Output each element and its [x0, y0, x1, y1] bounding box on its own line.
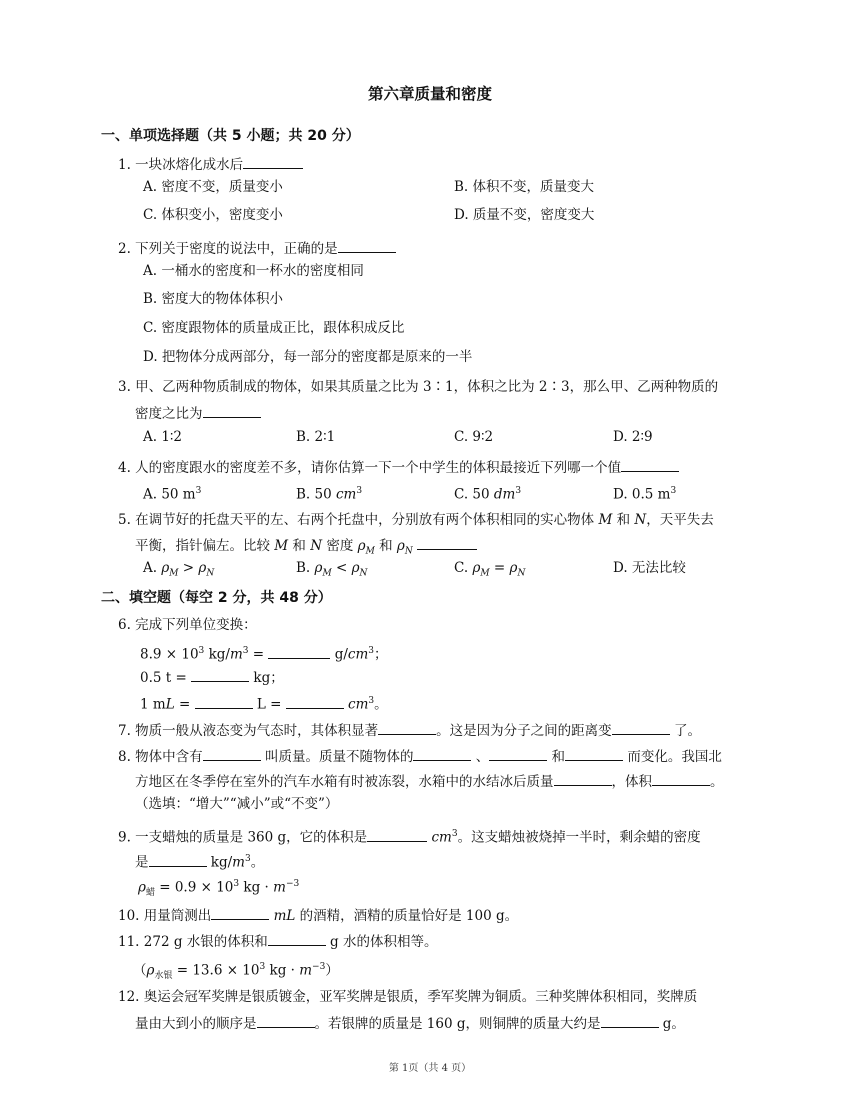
answer-blank[interactable] [191, 667, 249, 682]
question-3-cont: 密度之比为 [135, 403, 261, 423]
answer-blank[interactable] [612, 720, 670, 735]
question-2: 2. 下列关于密度的说法中，正确的是 [118, 238, 396, 258]
answer-blank[interactable] [268, 931, 326, 946]
answer-blank[interactable] [211, 905, 269, 920]
answer-blank[interactable] [268, 644, 330, 659]
question-5: 5. 在调节好的托盘天平的左、右两个托盘中，分别放有两个体积相同的实心物体 M 和 N，天平失去 [118, 512, 714, 528]
answer-blank[interactable] [601, 1013, 659, 1028]
question-12: 12. 奥运会冠军奖牌是银质镀金，亚军奖牌是银质，季军奖牌为铜质。三种奖牌体积相同，奖牌质 [118, 989, 698, 1005]
question-8-note: （选填：“增大”“减小”或“不变”） [135, 796, 339, 812]
q2-option-b[interactable]: B. 密度大的物体体积小 [143, 291, 284, 307]
q2-option-d[interactable]: D. 把物体分成两部分，每一部分的密度都是原来的一半 [143, 349, 473, 365]
q3-option-b[interactable]: B. 2∶1 [296, 429, 336, 445]
q4-option-c[interactable]: C. 50 $dm^3$ [454, 486, 522, 503]
answer-blank[interactable] [378, 720, 436, 735]
q1-option-a[interactable]: A. 密度不变，质量变小 [143, 179, 283, 195]
answer-blank[interactable] [195, 694, 253, 709]
answer-blank[interactable] [149, 852, 207, 867]
q1-option-c[interactable]: C. 体积变小，密度变小 [143, 207, 283, 223]
question-4: 4. 人的密度跟水的密度差不多，请你估算一下一个中学生的体积最接近下列哪一个值 [118, 457, 679, 477]
answer-blank[interactable] [554, 771, 612, 786]
answer-blank[interactable] [286, 694, 344, 709]
question-1: 1. 一块冰熔化成水后 [118, 154, 303, 174]
answer-blank[interactable] [489, 746, 547, 761]
question-9-given: $\rho_蜡 = 0.9 \times 10^3$ kg · $m^{-3}$ [138, 879, 300, 899]
q6-line-2: 0.5 t = kg； [140, 667, 284, 687]
answer-blank[interactable] [413, 746, 471, 761]
question-9-cont: 是 $kg/m^3$。 [135, 850, 264, 872]
q2-option-c[interactable]: C. 密度跟物体的质量成正比，跟体积成反比 [143, 320, 405, 336]
q3-option-a[interactable]: A. 1∶2 [143, 429, 183, 445]
q1-option-b[interactable]: B. 体积不变，质量变大 [454, 179, 595, 195]
q4-option-b[interactable]: B. 50 $cm^3$ [296, 486, 363, 503]
question-11-given: （$\rho_{水银} = 13.6 \times 10^3$ kg · $m^{-3}$） [133, 962, 339, 982]
question-11: 11. 272 g 水银的体积和 g 水的体积相等。 [118, 931, 438, 951]
question-3: 3. 甲、乙两种物质制成的物体，如果其质量之比为 3∶1，体积之比为 2∶3，那么甲、乙两种物质的 [118, 379, 719, 395]
q4-option-a[interactable]: A. 50 $m^3$ [143, 486, 202, 503]
q6-line-1: $8.9 \times 10^3$ $kg/m^3 = g/cm^3$； [140, 642, 388, 664]
question-9: 9. 一支蜡烛的质量是 360 g，它的体积是 $cm^3$。这支蜡烛被烧掉一半时，剩余蜡的密度 [118, 825, 701, 847]
q1-option-d[interactable]: D. 质量不变，密度变大 [454, 207, 595, 223]
q5-option-a[interactable]: A. $\rho_M > \rho_N$ [143, 560, 215, 579]
question-8: 8. 物体中含有 叫质量。质量不随物体的 、 和 而变化。我国北 [118, 746, 722, 766]
question-8-cont: 方地区在冬季停在室外的汽车水箱有时被冻裂，水箱中的水结冰后质量 ，体积 。 [135, 771, 724, 791]
page-footer: 第 1页（共 4 页） [388, 1063, 472, 1074]
question-5-cont: 平衡，指针偏左。比较 M 和 N 密度 $\rho_M$ 和 $\rho_N$ [135, 535, 477, 561]
answer-blank[interactable] [338, 238, 396, 253]
answer-blank[interactable] [565, 746, 623, 761]
answer-blank[interactable] [367, 827, 427, 842]
q5-option-b[interactable]: B. $\rho_M < \rho_N$ [296, 560, 368, 579]
answer-blank[interactable] [257, 1013, 315, 1028]
answer-blank[interactable] [417, 535, 477, 550]
question-6: 6. 完成下列单位变换： [118, 617, 257, 633]
q5-option-d[interactable]: D. 无法比较 [613, 560, 686, 576]
section-heading-choice: 一、单项选择题（共 5 小题；共 20 分） [101, 128, 360, 144]
question-12-cont: 量由大到小的顺序是 。若银牌的质量是 160 g，则铜牌的质量大约是 g。 [135, 1013, 685, 1033]
q2-option-a[interactable]: A. 一桶水的密度和一杯水的密度相同 [143, 263, 364, 279]
q4-option-d[interactable]: D. 0.5 $m^3$ [613, 486, 677, 503]
section-heading-fill: 二、填空题（每空 2 分，共 48 分） [101, 590, 332, 606]
q3-option-c[interactable]: C. 9∶2 [454, 429, 494, 445]
q6-line-3: 1 mL = $L = cm^3$。 [140, 692, 388, 714]
question-10: 10. 用量筒测出 mL 的酒精，酒精的质量恰好是 100 g。 [118, 905, 518, 925]
q3-option-d[interactable]: D. 2∶9 [613, 429, 653, 445]
answer-blank[interactable] [621, 457, 679, 472]
question-7: 7. 物质一般从液态变为气态时，其体积显著 。这是因为分子之间的距离变 了。 [118, 720, 701, 740]
q5-option-c[interactable]: C. $\rho_M = \rho_N$ [454, 560, 526, 579]
page-title: 第六章质量和密度 [367, 85, 492, 103]
answer-blank[interactable] [243, 154, 303, 169]
answer-blank[interactable] [203, 403, 261, 418]
answer-blank[interactable] [203, 746, 261, 761]
answer-blank[interactable] [652, 771, 710, 786]
